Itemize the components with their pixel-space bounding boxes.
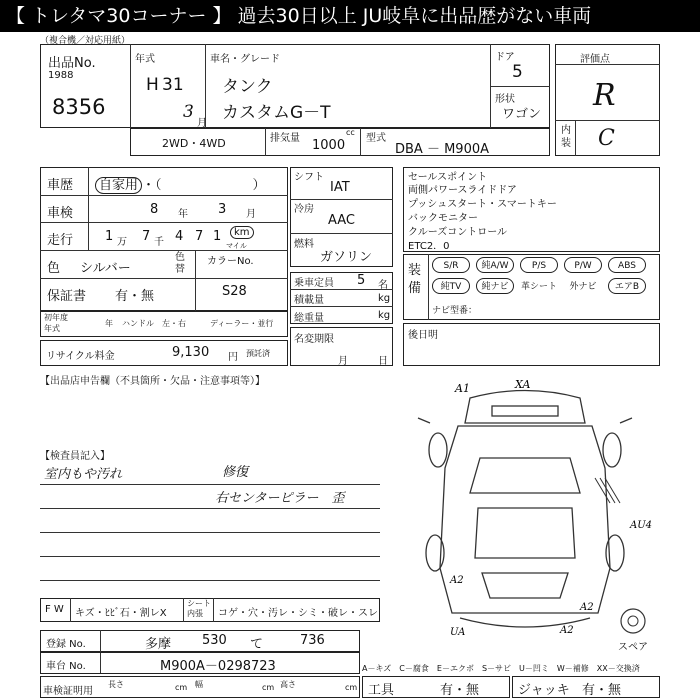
option-sr: S/R [432,257,470,273]
jack-label: ジャッキ [518,683,570,698]
damage-mark: A1 [455,382,470,395]
cert-label: 車検証明用 [43,686,93,697]
seller-declaration: 【出品店申告欄（不具箇所・欠品・注意事項等）】 [40,376,265,387]
history-label: 車歴 [47,178,74,193]
type-label: 型式 [366,133,386,144]
damage-mark: UA [450,627,466,638]
displacement-label: 排気量 [270,133,300,144]
body-value: ワゴン [502,107,542,122]
mileage-unit: km [230,226,254,239]
mileage-digit-5: 1 [213,229,222,244]
ac-value: AAC [328,213,355,228]
year-label: 年式 [135,54,155,65]
option-abs: ABS [608,257,646,273]
warranty-value: 有・無 [115,289,155,304]
recycle-value: 9,130 [172,345,210,360]
warranty-label: 保証書 [47,289,87,304]
registration-place: 多摩 [145,637,172,652]
registration-class: 530 [202,633,227,648]
drive-value: 2WD・4WD [162,137,226,150]
seat-label: シート内張 [187,599,211,618]
ac-label: 冷房 [294,204,314,215]
recycle-note: 預託済 [246,349,270,358]
interior-label: 内装 [561,125,571,149]
name-change-unit2: 日 [378,356,388,367]
cert-length-label: 長さ [108,680,124,689]
sales-points-label: セールスポイント [408,172,488,183]
registration-kana: て [250,637,264,652]
first-reg-handle: ハンドル 左・右 [122,319,186,328]
shaken-month: 3 [218,202,227,217]
post-note-label: 後日明 [408,330,438,341]
fw-label: F W [45,604,64,615]
year-month-unit: 月 [197,118,207,129]
chassis-label: 車台 No. [46,661,86,672]
recycle-unit: 円 [228,352,238,363]
fuel-label: 燃料 [294,239,314,250]
option-pw: P/W [564,257,602,273]
mileage-unit-man: 万 [117,237,127,248]
damage-mark: A2 [450,575,464,586]
shaken-year-unit: 年 [178,209,188,220]
damage-mark: AU4 [630,520,653,531]
doors-label: ドア [495,52,515,63]
year-month: 3 [183,102,194,122]
weight-label: 総重量 [294,313,324,324]
sales-point-item: ETC2．0 [408,241,450,252]
type-value: DBA － M900A [395,142,490,157]
year-value: 31 [162,75,184,95]
doors-value: 5 [512,62,523,82]
lot-label: 出品No. [48,56,96,71]
shaken-month-unit: 月 [246,209,256,220]
interior-value: C [598,126,615,151]
mileage-digit-3: 4 [175,229,184,244]
capacity-value: 5 [357,273,366,288]
sales-point-item: プッシュスタート・スマートキー [408,199,557,210]
sales-point-item: クルーズコントロール [408,227,507,238]
option-leather: 革シート [520,278,558,294]
displacement-value: 1000 [312,138,346,153]
history-value: 自家用 [95,177,142,194]
model-name: タンク [222,77,273,97]
color-label: 色 [47,261,61,276]
inspector-note-3: 右センターピラー 歪 [215,491,345,506]
equipment-label: 装備 [408,263,422,296]
post-note-box [403,323,660,366]
displacement-unit: cc [346,128,355,137]
fw-value: キズ・ﾋﾋﾞ石・割レX [75,608,167,619]
fuel-value: ガソリン [320,250,373,265]
mileage-digit-4: 7 [195,229,204,244]
mileage-unit-sen: 千 [154,237,164,248]
lot-year-tag: 1988 [48,70,74,81]
registration-number: 736 [300,633,325,648]
capacity-unit: 名 [378,280,388,291]
load-unit: kg [378,293,391,304]
tools-label: 工具 [368,683,395,698]
registration-label: 登録 No. [46,639,86,650]
color-code-label: カラーNo. [207,256,254,267]
model-grade: カスタムG－T [222,103,331,123]
name-change-label: 名変期限 [294,334,334,345]
recycle-label: リサイクル料金 [46,351,115,362]
score-value: R [593,78,616,113]
spare-tire-icon [618,606,648,636]
shift-label: シフト [294,172,324,183]
lot-number: 8356 [52,95,106,119]
spare-label: スペア [618,642,648,653]
damage-legend: A－キズ C－腐食 E－エクボ S－サビ U－凹ミ W－補修 XX－交換済 [362,664,640,673]
score-label: 評価点 [580,54,610,65]
mileage-digit-2: 7 [142,229,151,244]
name-change-unit1: 月 [338,356,348,367]
cert-height-label: 高さ [280,680,296,689]
sales-point-item: 両側パワースライドドア [408,185,517,196]
cert-height-unit: cm [345,683,358,692]
capacity-label: 乗車定員 [294,278,334,289]
banner: 【 トレタマ30コーナー 】 過去30日以上 JU岐阜に出品歴がない車両 [0,0,700,32]
cert-width-unit: cm [262,683,275,692]
mileage-label: 走行 [47,233,74,248]
first-reg-l1: 初年度 [44,313,68,322]
body-label: 形状 [495,94,515,105]
sub-header: （複合機／対応用紙） [40,36,131,46]
tools-value: 有・無 [440,683,480,698]
option-navi: 純ナビ [476,278,514,294]
mileage-unit2: マイル [226,242,247,250]
chassis-value: M900A－0298723 [160,659,276,674]
inspector-label: 【検査員記入】 [40,451,110,462]
damage-mark: A2 [560,625,574,636]
color-value: シルバー [80,261,131,276]
seat-value: コゲ・穴・汚レ・シミ・破レ・スレ [218,608,378,619]
history-rest: ・（ ） [142,178,266,193]
cert-length-unit: cm [175,683,188,692]
shift-value: IAT [330,180,350,195]
option-tv: 純TV [432,278,470,294]
color-change-label: 色替 [175,252,185,275]
model-label: 車名・グレード [210,54,280,65]
load-label: 積載量 [294,295,324,306]
option-aw: 純A/W [476,257,514,273]
shaken-year: 8 [150,202,159,217]
inspector-note-1: 室内もや汚れ [44,467,123,482]
first-reg-year-unit: 年 [105,319,113,328]
weight-unit: kg [378,310,391,321]
color-code: S28 [222,284,247,299]
damage-mark: A2 [580,602,594,613]
sales-point-item: バックモニター [408,213,478,224]
shaken-label: 車検 [47,206,74,221]
car-diagram [410,378,653,643]
jack-value: 有・無 [582,683,622,698]
option-ps: P/S [520,257,558,273]
first-reg-label: 年式 [44,324,60,333]
option-ext-navi: 外ナビ [564,278,602,294]
option-airbag: エアB [608,278,646,294]
mileage-digit-1: 1 [105,229,114,244]
first-reg-dealer: ディーラー・並行 [210,319,274,328]
cert-width-label: 幅 [195,680,203,689]
navi-model-label: ナビ型番： [432,306,478,316]
inspector-note-2: 修復 [222,465,249,480]
year-era: H [146,75,159,95]
damage-mark: XA [515,378,531,391]
